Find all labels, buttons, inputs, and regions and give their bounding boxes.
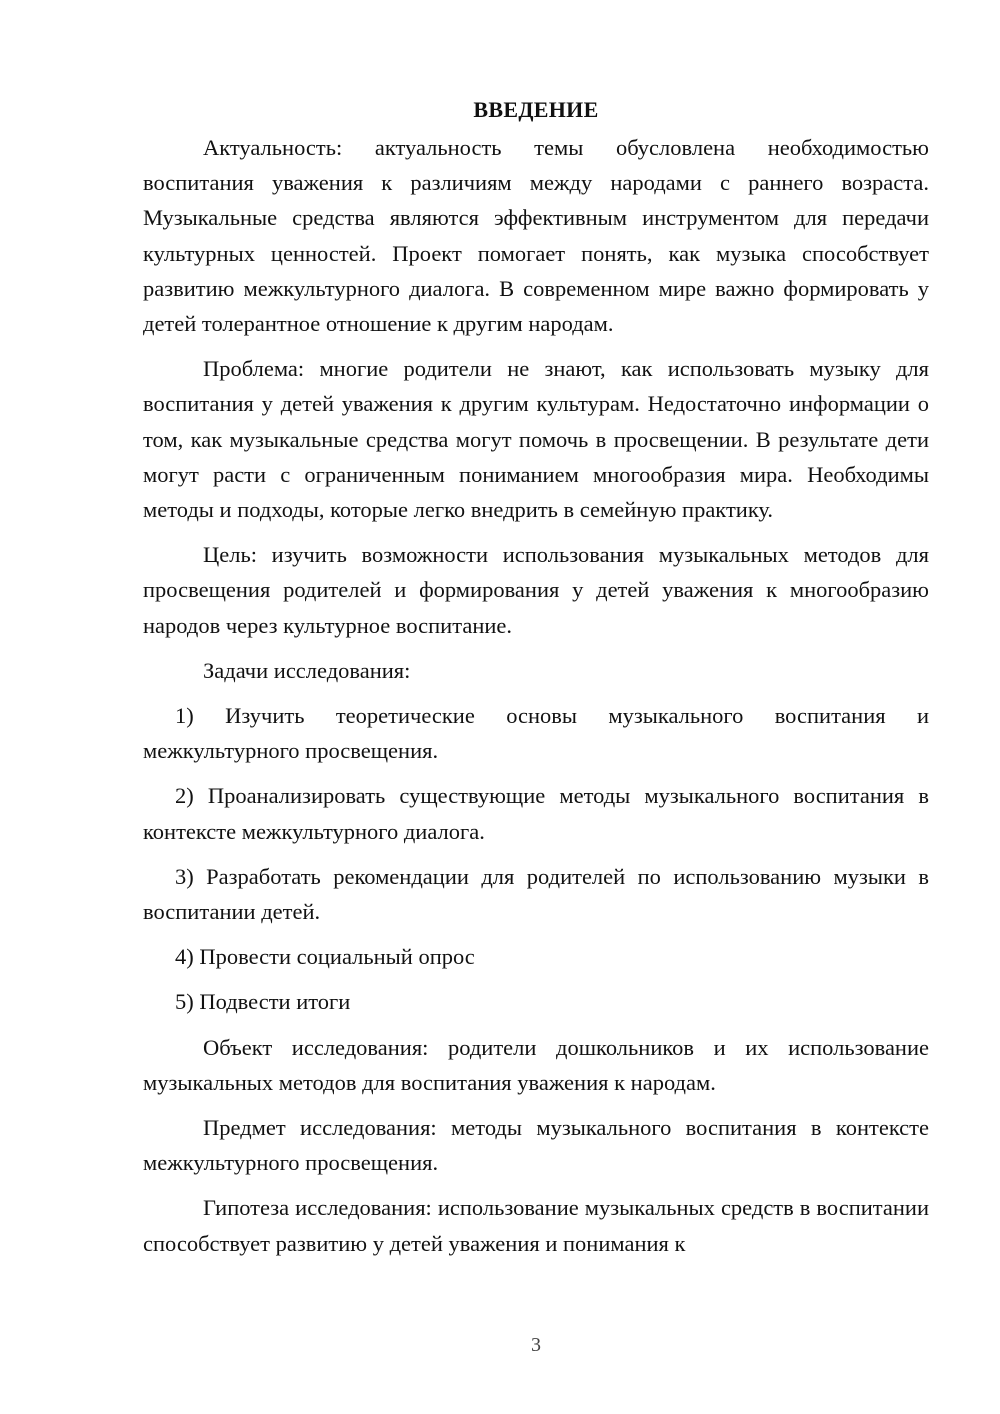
paragraph-problem: Проблема: многие родители не знают, как использовать музыку для воспитания у детей уважения к другим культурам. Недостаточно информации о том, как музыкальные средства могут помочь в просвещении. В результате дети могут расти с ограниченным пониманием многообразия мира. Необходимы методы и подходы, которые легко внедрить в семейную практику. <box>143 356 929 523</box>
paragraph-goal: Цель: изучить возможности использования музыкальных методов для просвещения родителей и формирования у детей уважения к многообразию народов через культурное воспитание. <box>143 542 929 638</box>
page-number: 3 <box>531 1334 541 1356</box>
paragraph-subject: Предмет исследования: методы музыкального воспитания в контексте межкультурного просвещения. <box>143 1115 929 1176</box>
paragraph-object: Объект исследования: родители дошкольников и их использование музыкальных методов для воспитания уважения к народам. <box>143 1034 929 1095</box>
task-item: 2) Проанализировать существующие методы музыкального воспитания в контексте межкультурного диалога. <box>143 783 929 844</box>
task-item: 1) Изучить теоретические основы музыкального воспитания и межкультурного просвещения. <box>143 703 929 764</box>
paragraph-hypothesis: Гипотеза исследования: использование музыкальных средств в воспитании способствует развитию у детей уважения и понимания к <box>143 1195 929 1256</box>
task-item: 4) Провести социальный опрос <box>175 944 475 970</box>
task-item: 5) Подвести итоги <box>175 989 351 1015</box>
document-page <box>143 92 929 1271</box>
paragraph-relevance: Актуальность: актуальность темы обусловлена необходимостью воспитания уважения к различиям между народами с раннего возраста. Музыкальные средства являются эффективным инструментом для передачи культурных ценностей. Проект помогает понять, как музыка способствует развитию межкультурного диалога. В современном мире важно формировать у детей толерантное отношение к другим народам. <box>143 135 929 337</box>
page-title: ВВЕДЕНИЕ <box>473 97 599 122</box>
task-item: 3) Разработать рекомендации для родителей по использованию музыки в воспитании детей. <box>143 863 929 925</box>
paragraph-tasks-heading: Задачи исследования: <box>203 657 411 683</box>
